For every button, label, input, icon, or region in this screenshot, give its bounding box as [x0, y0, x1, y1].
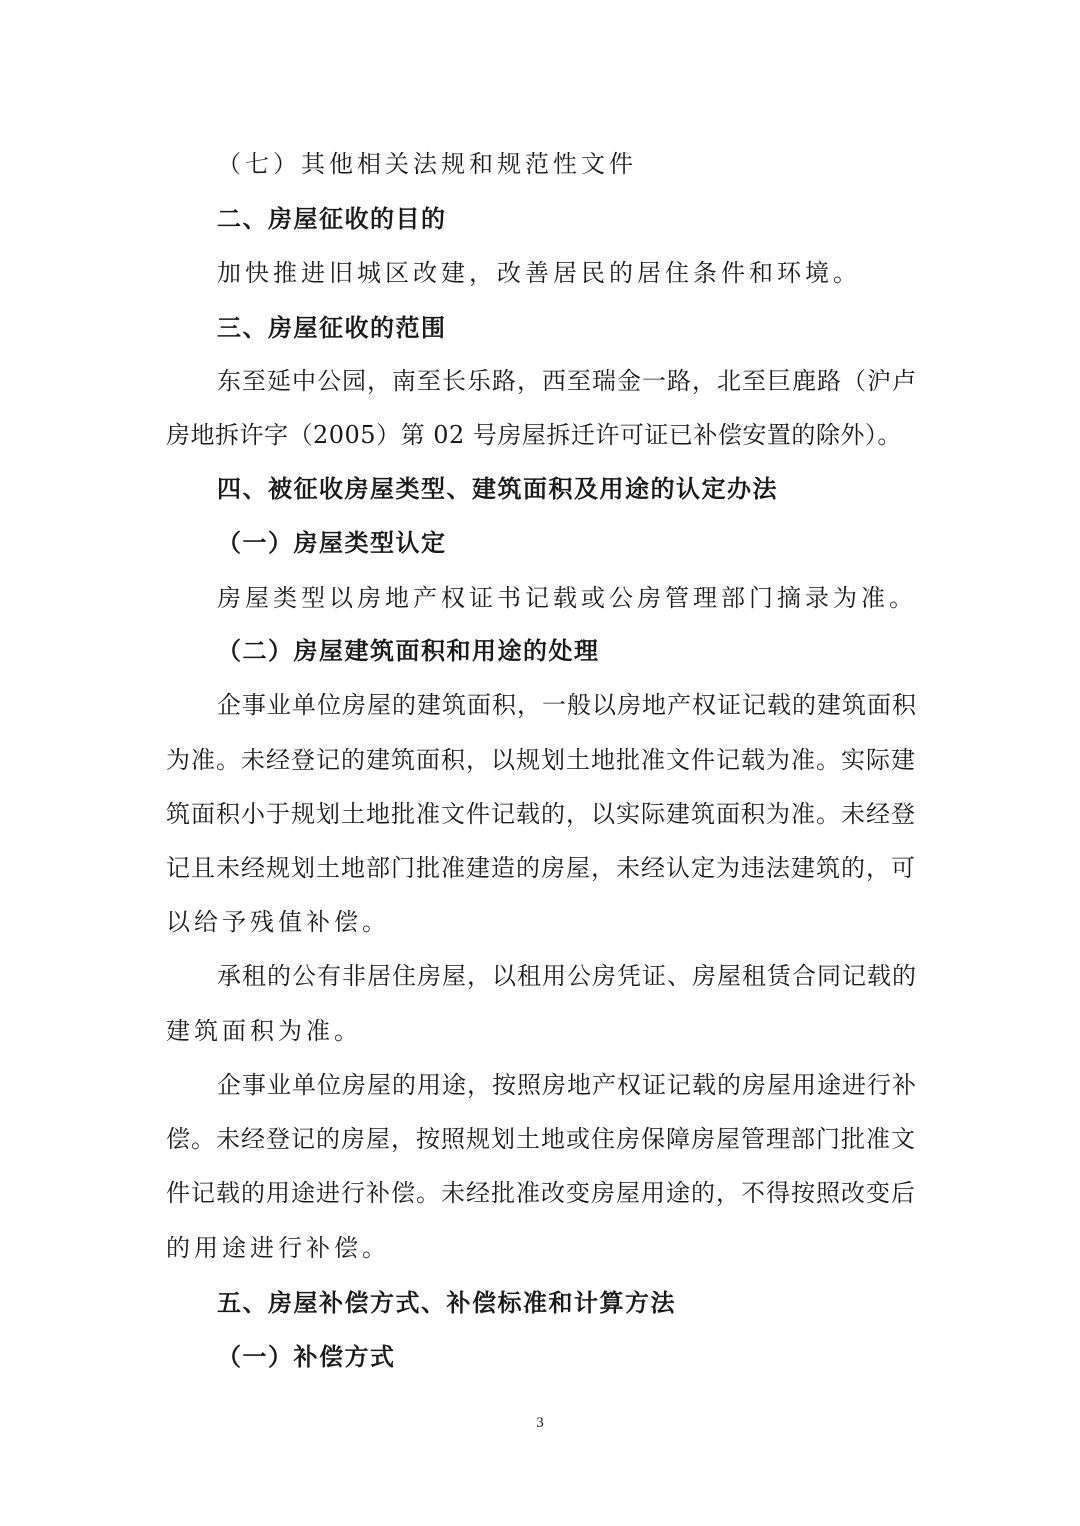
paragraph-lease-line-1: 承租的公有非居住房屋，以租用公房凭证、房屋租赁合同记载的: [217, 962, 917, 990]
subheading-4-1: （一）房屋类型认定: [217, 529, 447, 557]
paragraph-lease-line-2: 建筑面积为准。: [166, 1017, 362, 1045]
paragraph-use-line-1: 企事业单位房屋的用途，按照房地产权证记载的房屋用途进行补: [217, 1071, 917, 1099]
page-number: 3: [536, 1415, 544, 1431]
section-heading-3: 三、房屋征收的范围: [217, 314, 447, 342]
paragraph-area-line-2: 为准。未经登记的建筑面积，以规划土地批准文件记载为准。实际建: [166, 746, 916, 774]
paragraph-use-line-2: 偿。未经登记的房屋，按照规划土地或住房保障房屋管理部门批准文: [166, 1125, 916, 1153]
paragraph-use-line-4: 的用途进行补偿。: [166, 1234, 390, 1262]
list-item-7: （七）其他相关法规和规范性文件: [217, 150, 637, 178]
paragraph-use-line-3: 件记载的用途进行补偿。未经批准改变房屋用途的，不得按照改变后: [166, 1179, 916, 1207]
subheading-5-1: （一）补偿方式: [217, 1343, 396, 1371]
section-heading-2: 二、房屋征收的目的: [217, 205, 447, 233]
paragraph-scope-line-2: 房地拆许字（2005）第 02 号房屋拆迁许可证已补偿安置的除外）。: [166, 421, 902, 449]
section-heading-5: 五、房屋补偿方式、补偿标准和计算方法: [217, 1289, 676, 1317]
paragraph-area-line-5: 以给予残值补偿。: [166, 908, 390, 936]
paragraph-house-type: 房屋类型以房地产权证书记载或公房管理部门摘录为准。: [217, 584, 917, 612]
paragraph-area-line-4: 记且未经规划土地部门批准建造的房屋，未经认定为违法建筑的，可: [166, 854, 916, 882]
paragraph-purpose: 加快推进旧城区改建，改善居民的居住条件和环境。: [217, 259, 861, 287]
section-heading-4: 四、被征收房屋类型、建筑面积及用途的认定办法: [217, 475, 778, 503]
paragraph-scope-line-1: 东至延中公园，南至长乐路，西至瑞金一路，北至巨鹿路（沪卢: [217, 367, 917, 395]
subheading-4-2: （二）房屋建筑面积和用途的处理: [217, 637, 600, 665]
paragraph-area-line-3: 筑面积小于规划土地批准文件记载的，以实际建筑面积为准。未经登: [166, 800, 916, 828]
paragraph-area-line-1: 企事业单位房屋的建筑面积，一般以房地产权证记载的建筑面积: [217, 691, 917, 719]
